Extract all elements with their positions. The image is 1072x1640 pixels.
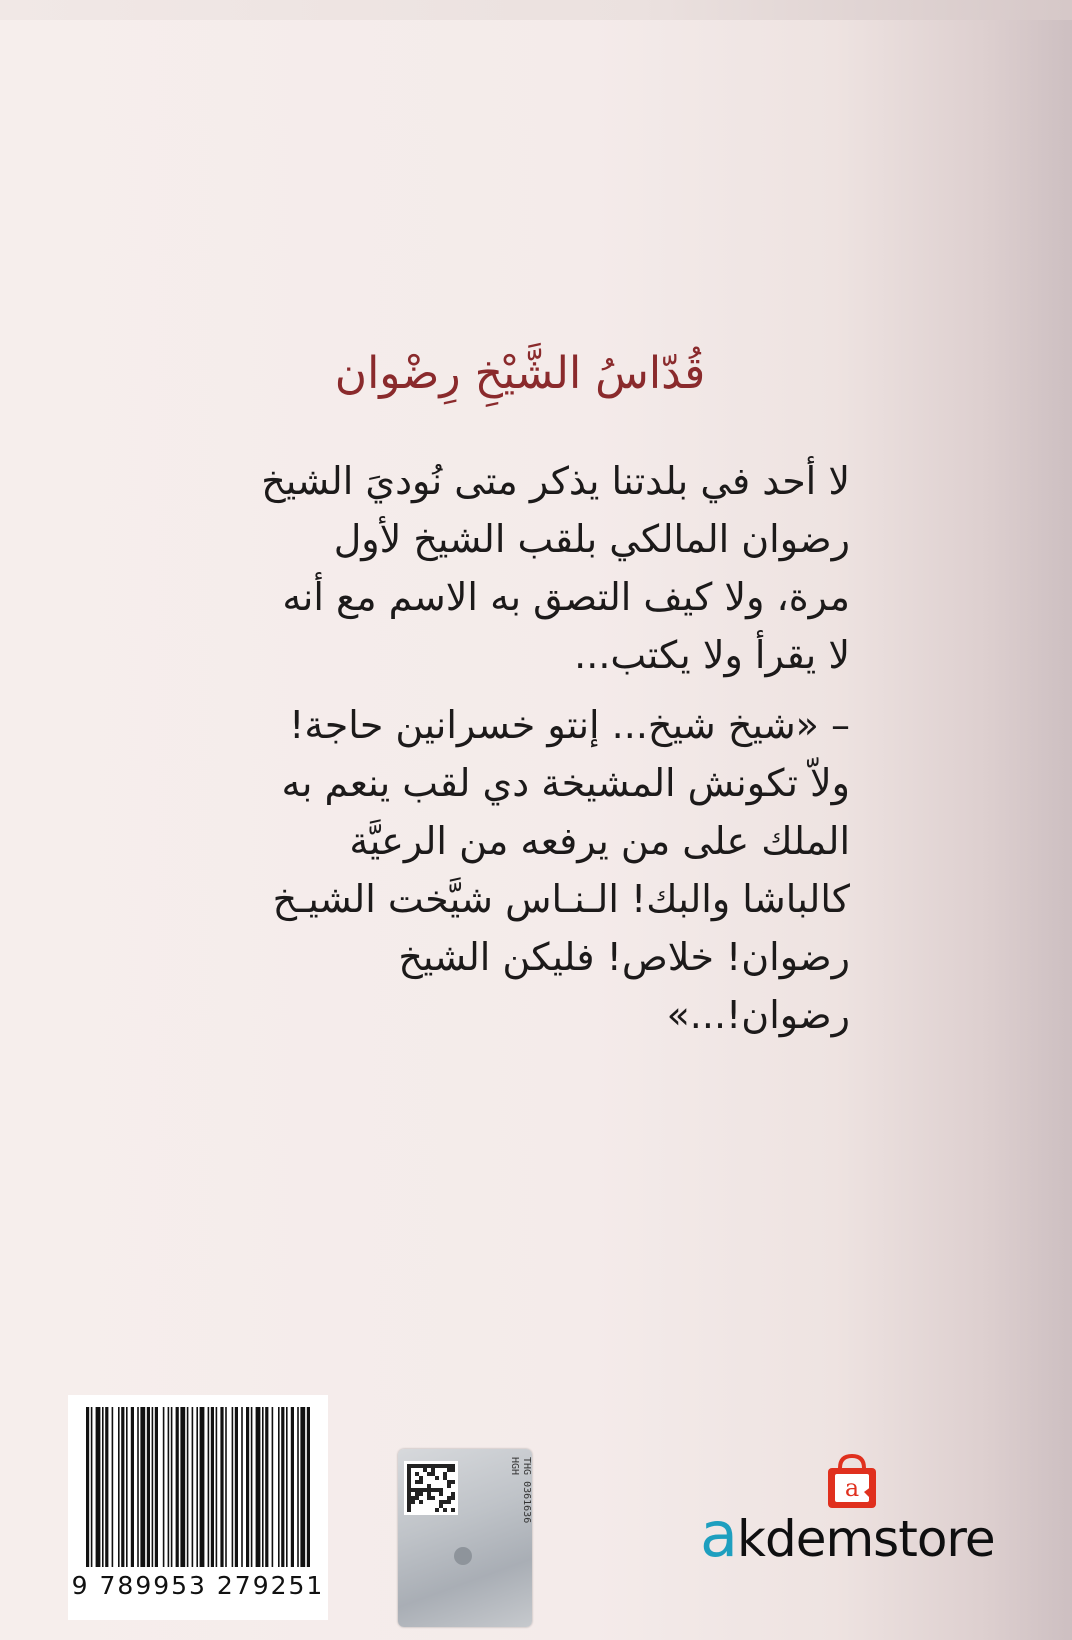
barcode-bar	[163, 1407, 165, 1567]
code-module	[427, 1484, 431, 1488]
top-edge	[0, 0, 1072, 20]
code-module	[439, 1488, 443, 1492]
code-module	[451, 1480, 455, 1484]
code-module	[431, 1468, 435, 1472]
barcode-bar	[300, 1407, 305, 1567]
code-module	[407, 1480, 411, 1484]
barcode-bar	[112, 1407, 114, 1567]
code-module	[435, 1464, 439, 1468]
code-module	[427, 1472, 431, 1476]
sticker-hologram-dot	[454, 1547, 472, 1565]
barcode-bar	[121, 1407, 124, 1567]
code-module	[427, 1496, 431, 1500]
code-module	[447, 1496, 451, 1500]
barcode-bar	[281, 1407, 284, 1567]
code-module	[419, 1492, 423, 1496]
logo-prefix: a	[700, 1498, 737, 1571]
barcode-bar	[256, 1407, 261, 1567]
barcode-bar	[225, 1407, 227, 1567]
code-module	[415, 1488, 419, 1492]
svg-text:a: a	[844, 1474, 860, 1502]
barcode-bar	[152, 1407, 154, 1567]
code-module	[447, 1480, 451, 1484]
security-sticker	[398, 1449, 532, 1627]
code-module	[431, 1464, 435, 1468]
code-module	[415, 1492, 419, 1496]
barcode-bars	[86, 1407, 310, 1572]
barcode-bar	[102, 1407, 104, 1567]
code-module	[443, 1472, 447, 1476]
blurb	[254, 452, 850, 1044]
code-module	[407, 1464, 411, 1468]
barcode-bar	[286, 1407, 288, 1567]
code-module	[407, 1484, 411, 1488]
barcode-bar	[168, 1407, 170, 1567]
code-module	[407, 1492, 411, 1496]
code-module	[439, 1492, 443, 1496]
code-module	[427, 1464, 431, 1468]
code-module	[427, 1488, 431, 1492]
logo-name: kdemstore	[737, 1510, 995, 1568]
barcode-bar	[126, 1407, 128, 1567]
barcode-bar	[216, 1407, 218, 1567]
barcode-bar	[307, 1407, 310, 1567]
code-module	[423, 1488, 427, 1492]
code-module	[423, 1468, 427, 1472]
code-module	[431, 1472, 435, 1476]
code-module	[431, 1488, 435, 1492]
barcode-bar	[235, 1407, 238, 1567]
sticker-code: THG 0361636 HGH	[509, 1457, 532, 1524]
code-module	[411, 1496, 415, 1500]
barcode-bar	[211, 1407, 214, 1567]
isbn-barcode	[68, 1395, 328, 1620]
barcode-bar	[251, 1407, 253, 1567]
barcode-bar	[196, 1407, 198, 1567]
barcode-bar	[176, 1407, 179, 1567]
code-module	[423, 1464, 427, 1468]
code-module	[415, 1464, 419, 1468]
barcode-bar	[220, 1407, 223, 1567]
barcode-bar	[241, 1407, 243, 1567]
code-module	[407, 1500, 411, 1504]
code-module	[407, 1504, 411, 1508]
blurb-paragraph-2: – «شيخ شيخ... إنتو خسرانين حاجة! ولاّ تكونش المشيخة دي لقب ينعم به الملك على من يرفعه من الرعيَّة كالباشا والبك! الـنـاس شيَّخت الشيـخ رضوان! خلاص! فليكن الشيخ رضوان!...»	[272, 703, 850, 1037]
barcode-bar	[246, 1407, 249, 1567]
barcode-bar	[131, 1407, 134, 1567]
blurb-paragraph-1: لا أحد في بلدتنا يذكر متى نُوديَ الشيخ رضوان المالكي بلقب الشيخ لأول مرة، ولا كيف التصق به الاسم مع أنه لا يقرأ ولا يكتب...	[261, 459, 850, 677]
code-module	[407, 1488, 411, 1492]
barcode-bar	[272, 1407, 274, 1567]
barcode-bar	[297, 1407, 299, 1567]
barcode-bar	[232, 1407, 234, 1567]
code-module	[427, 1492, 431, 1496]
barcode-bar	[265, 1407, 268, 1567]
code-module	[439, 1464, 443, 1468]
code-module	[435, 1508, 439, 1512]
barcode-bar	[140, 1407, 145, 1567]
barcode-bar	[86, 1407, 89, 1567]
barcode-bar	[91, 1407, 93, 1567]
code-module	[443, 1464, 447, 1468]
code-module	[415, 1496, 419, 1500]
code-module	[419, 1500, 423, 1504]
code-module	[411, 1464, 415, 1468]
barcode-bar	[118, 1407, 120, 1567]
barcode-digits: 9 789953 279251	[71, 1571, 325, 1600]
store-logo	[700, 1498, 1030, 1571]
code-module	[451, 1492, 455, 1496]
code-module	[435, 1476, 439, 1480]
code-module	[447, 1500, 451, 1504]
code-module	[419, 1488, 423, 1492]
code-module	[411, 1500, 415, 1504]
code-module	[451, 1508, 455, 1512]
book-title: قُدّاسُ الشَّيْخِ رِضْوان	[334, 348, 706, 399]
code-module	[443, 1508, 447, 1512]
code-module	[407, 1508, 411, 1512]
code-module	[447, 1468, 451, 1472]
code-module	[431, 1496, 435, 1500]
barcode-bar	[278, 1407, 280, 1567]
barcode-bar	[192, 1407, 194, 1567]
code-module	[415, 1472, 419, 1476]
barcode-bar	[105, 1407, 108, 1567]
code-module	[451, 1468, 455, 1472]
code-module	[439, 1504, 443, 1508]
code-module	[451, 1464, 455, 1468]
code-module	[419, 1480, 423, 1484]
code-module	[411, 1488, 415, 1492]
code-module	[447, 1484, 451, 1488]
code-module	[419, 1476, 423, 1480]
code-module	[407, 1472, 411, 1476]
code-module	[443, 1476, 447, 1480]
code-module	[415, 1480, 419, 1484]
code-module	[435, 1488, 439, 1492]
barcode-bar	[171, 1407, 173, 1567]
barcode-bar	[96, 1407, 101, 1567]
code-module	[447, 1464, 451, 1468]
datamatrix-code	[404, 1461, 458, 1515]
code-module	[439, 1500, 443, 1504]
code-module	[451, 1496, 455, 1500]
code-module	[419, 1464, 423, 1468]
barcode-bar	[137, 1407, 139, 1567]
barcode-bar	[262, 1407, 264, 1567]
barcode-bar	[291, 1407, 294, 1567]
barcode-bar	[147, 1407, 150, 1567]
barcode-bar	[200, 1407, 205, 1567]
code-module	[407, 1496, 411, 1500]
barcode-bar	[155, 1407, 158, 1567]
code-module	[407, 1476, 411, 1480]
barcode-bar	[208, 1407, 210, 1567]
code-module	[443, 1500, 447, 1504]
barcode-bar	[180, 1407, 185, 1567]
code-module	[407, 1468, 411, 1472]
barcode-bar	[187, 1407, 189, 1567]
